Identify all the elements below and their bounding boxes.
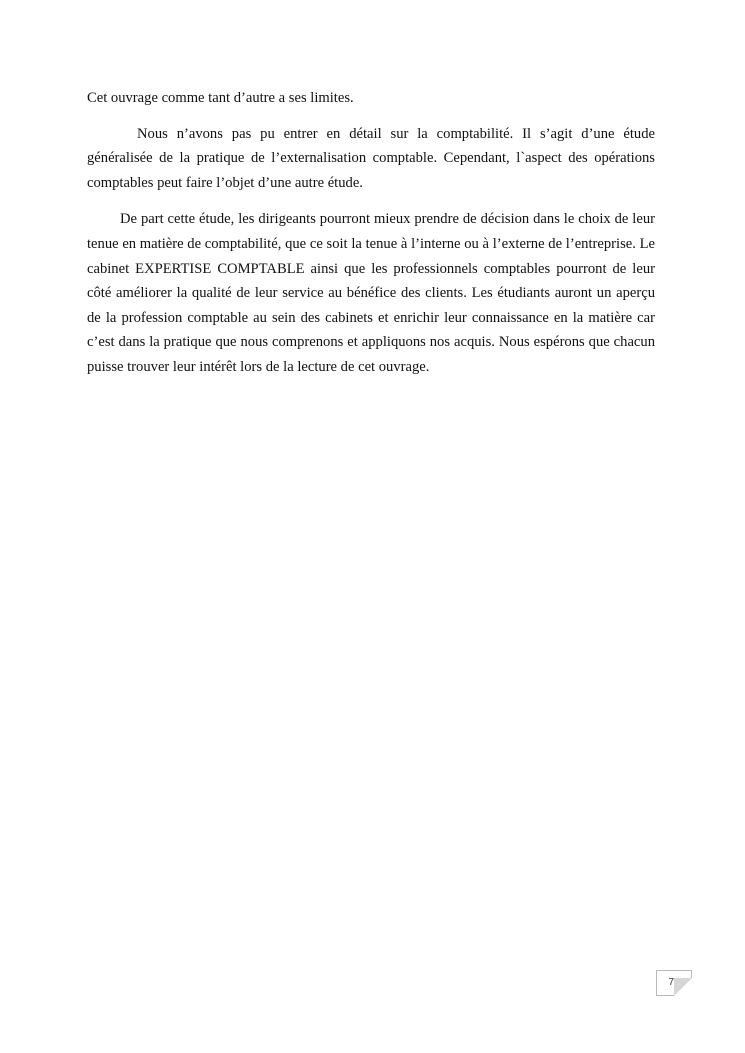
paragraph-accounting-detail: Nous n’avons pas pu entrer en détail sur la comptabilité. Il s’agit d’une étude généralisée de la pratique de l’externalisation comptable. Cependant, l`aspect des opérations comptables peut faire l’objet d’une autre étude. bbox=[87, 125, 655, 191]
paragraph-study-benefits: De part cette étude, les dirigeants pourront mieux prendre de décision dans le choix de leur tenue en matière de comptabilité, que ce soit la tenue à l’interne ou à l’externe de l’entreprise. Le cabinet EXPERTISE COMPTABLE ainsi que les professionnels comptables pourront de leur côté améliorer la qualité de leur service au bénéfice des clients. Les étudiants auront un aperçu de la profession comptable au sein des cabinets et enrichir leur connaissance en la matière car c’est dans la pratique que nous comprenons et appliquons nos acquis. Nous espérons que chacun puisse trouver leur intérêt lors de la lecture de cet ouvrage. bbox=[87, 211, 655, 375]
paragraph-limits: Cet ouvrage comme tant d’autre a ses limites. bbox=[87, 90, 354, 106]
body-text bbox=[87, 86, 655, 380]
page-number: 75 bbox=[656, 970, 692, 996]
